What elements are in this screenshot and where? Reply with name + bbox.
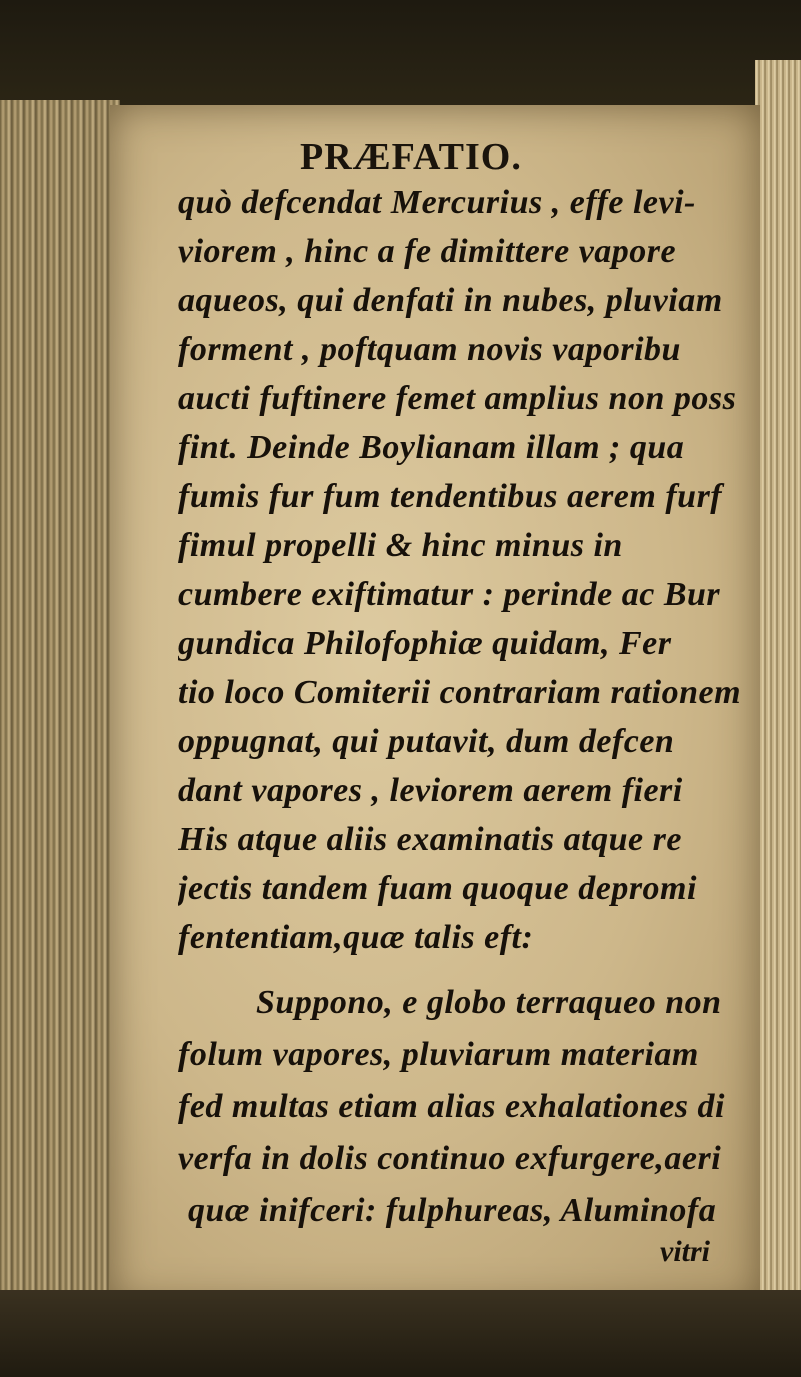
dark-background-top — [0, 0, 801, 105]
text-line: His atque aliis examinatis atque re — [178, 821, 682, 858]
text-line: quò defcendat Mercurius , effe levi- — [178, 184, 696, 221]
dark-background-bottom — [0, 1290, 801, 1377]
text-line: forment , poftquam novis vaporibu — [178, 331, 681, 368]
text-line: viorem , hinc a fe dimittere vapore — [178, 233, 677, 270]
body-text — [178, 184, 778, 1234]
text-line: verfa in dolis continuo exfurgere,aeri — [178, 1140, 722, 1177]
text-line: Suppono, e globo terraqueo non — [256, 984, 722, 1021]
text-line: fumis fur fum tendentibus aerem furf — [178, 478, 723, 515]
text-line: tio loco Comiterii contrariam rationem — [178, 674, 742, 711]
catchword: vitri — [660, 1235, 710, 1268]
text-line: oppugnat, qui putavit, dum defcen — [178, 723, 675, 760]
text-line: quæ inifceri: fulphureas, Aluminofa — [188, 1192, 717, 1229]
text-line: folum vapores, pluviarum materiam — [178, 1036, 699, 1073]
text-line: fimul propelli & hinc minus in — [178, 527, 623, 564]
text-line: aqueos, qui denfati in nubes, pluviam — [178, 282, 723, 319]
text-line: aucti fuftinere femet amplius non poss — [178, 380, 737, 417]
text-line: jectis tandem fuam quoque depromi — [178, 870, 697, 907]
text-line: gundica Philofophiæ quidam, Fer — [178, 625, 672, 662]
page-header: PRÆFATIO. — [300, 136, 522, 178]
text-line: fententiam,quæ talis eft: — [178, 919, 534, 956]
left-page-edges — [0, 100, 120, 1310]
text-line: fint. Deinde Boylianam illam ; qua — [178, 429, 685, 466]
text-line: cumbere exiftimatur : perinde ac Bur — [178, 576, 721, 613]
text-line: fed multas etiam alias exhalationes di — [178, 1088, 725, 1125]
text-line: dant vapores , leviorem aerem fieri — [178, 772, 683, 809]
